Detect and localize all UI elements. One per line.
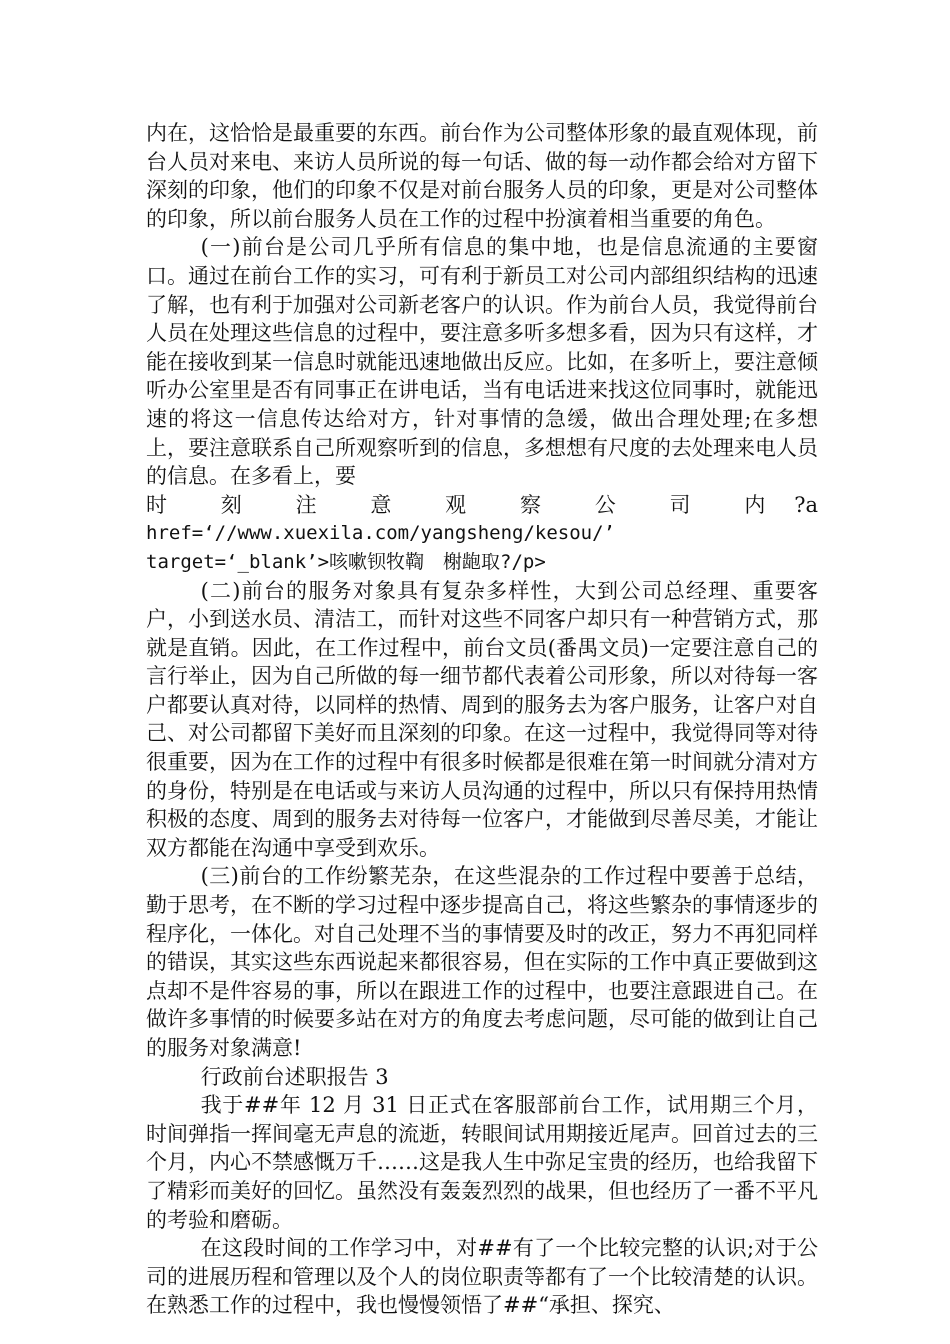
paragraph-intro: 内在，这恰恰是最重要的东西。前台作为公司整体形象的最直观体现，前台人员对来电、来访人员所说的每一句话、做的每一动作都会给对方留下深刻的印象，他们的印象不仅是对前台服务人员的印象，更是对公司整体的印象，所以前台服务人员在工作的过程中扮演着相当重要的角色。 <box>146 121 818 231</box>
paragraph-report-3-learning: 在这段时间的工作学习中，对##有了一个比较完整的认识;对于公司的进展历程和管理以及个人的岗位职责等都有了一个比较清楚的认识。在熟悉工作的过程中，我也慢慢领悟了##“承担、探究、 <box>146 1236 818 1318</box>
paragraph-section-1-target-line: target=‘_blank’>咳嗽钡牧鞫 榭龅取?/p> <box>146 550 546 573</box>
paragraph-section-2: (二)前台的服务对象具有复杂多样性，大到公司总经理、重要客户，小到送水员、清洁工，而针对这些不同客户却只有一种营销方式，那就是直销。因此，在工作过程中，前台文员(番禺文员)一定要注意自己的言行举止，因为自己所做的每一细节都代表着公司形象，所以对待每一客户都要认真对待，以同样的热情、周到的服务去为客户服务，让客户对自己、对公司都留下美好而且深刻的印象。在这一过程中，我觉得同等对待很重要，因为在工作的过程中有很多时候都是很难在第一时间就分清对方的身份，特别是在电话或与来访人员沟通的过程中，所以只有保持用热情积极的态度、周到的服务去对待每一位客户，才能做到尽善尽美，才能让双方都能在沟通中享受到欢乐。 <box>146 578 818 860</box>
paragraph-section-1-spaced-line: 时 刻 注 意 观 察 公 司 内 ?a <box>146 492 818 517</box>
paragraph-report-3-intro: 我于##年 12 月 31 日正式在客服部前台工作，试用期三个月，时间弹指一挥间毫无声息的流逝，转眼间试用期接近尾声。回首过去的三个月，内心不禁感慨万千……这是我人生中弥足宝贵的经历，也给我留下了精彩而美好的回忆。虽然没有轰轰烈烈的战果，但也经历了一番不平凡的考验和磨砺。 <box>146 1093 818 1232</box>
report-3-heading: 行政前台述职报告 3 <box>200 1064 389 1089</box>
paragraph-section-1-href-line: href=‘//www.xuexila.com/yangsheng/kesou/’ <box>146 522 615 545</box>
paragraph-section-3: (三)前台的工作纷繁芜杂，在这些混杂的工作过程中要善于总结，勤于思考，在不断的学习过程中逐步提高自己，将这些繁杂的事情逐步的程序化，一体化。对自己处理不当的事情要及时的改正，努力不再犯同样的错误，其实这些东西说起来都很容易，但在实际的工作中真正要做到这点却不是件容易的事，所以在跟进工作的过程中，也要注意跟进自己。在做许多事情的时候要多站在对方的角度去考虑问题，尽可能的做到让自己的服务对象满意! <box>146 864 818 1060</box>
document-page <box>146 119 818 1320</box>
paragraph-section-1: (一)前台是公司几乎所有信息的集中地，也是信息流通的主要窗口。通过在前台工作的实习，可有利于新员工对公司内部组织结构的迅速了解，也有利于加强对公司新老客户的认识。作为前台人员，我觉得前台人员在处理这些信息的过程中，要注意多听多想多看，因为只有这样，才能在接收到某一信息时就能迅速地做出反应。比如，在多听上，要注意倾听办公室里是否有同事正在讲电话，当有电话进来找这位同事时，就能迅速的将这一信息传达给对方，针对事情的急缓，做出合理处理;在多想上，要注意联系自己所观察听到的信息，多想想有尺度的去处理来电人员的信息。在多看上，要 <box>146 235 818 489</box>
